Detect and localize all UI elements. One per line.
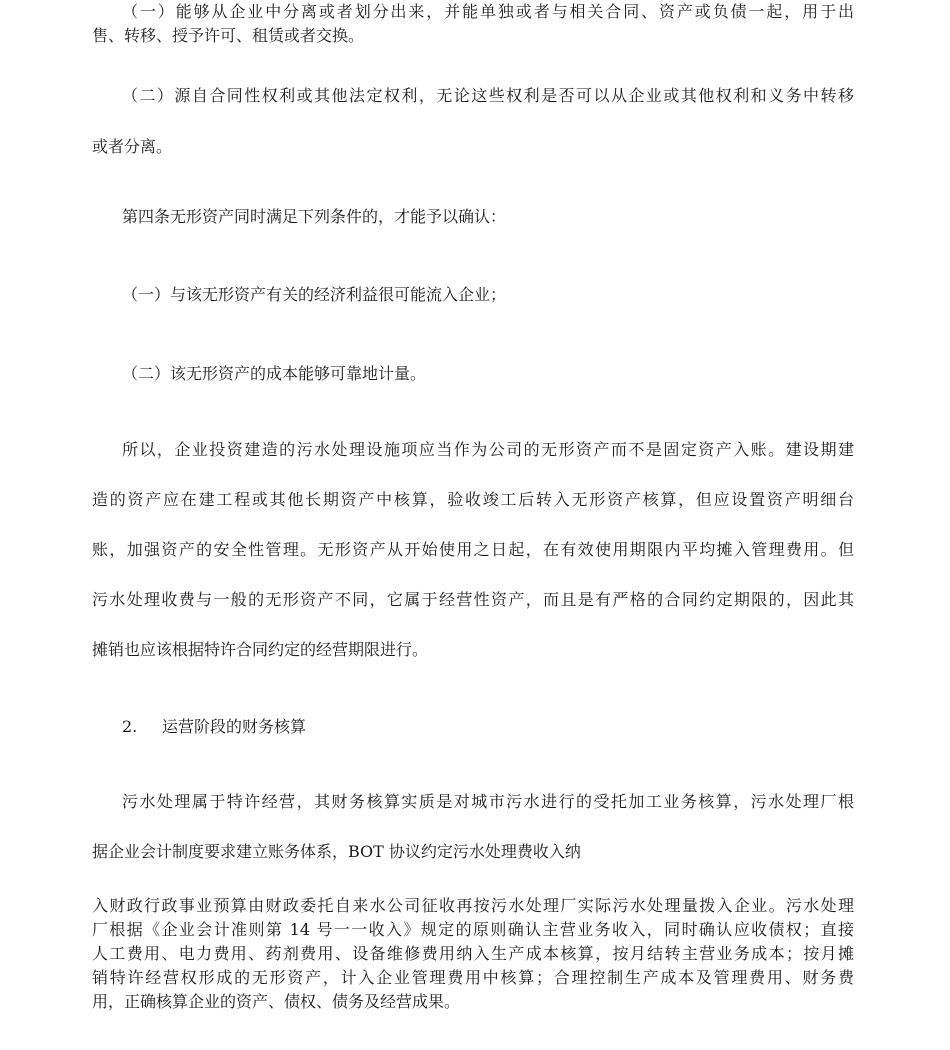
- paragraph-article-four: [92, 205, 854, 229]
- text-line: （一）能够从企业中分离或者划分出来，并能单独或者与相关合同、资产或负债一起，用于出: [122, 2, 854, 21]
- text-line: （二）该无形资产的成本能够可靠地计量。: [122, 364, 427, 383]
- text-line: 据企业会计制度要求建立账务体系，BOT 协议约定污水处理费收入纳: [92, 842, 581, 861]
- paragraph-condition-one: [92, 283, 854, 307]
- text-line: 销特许经营权形成的无形资产，计入企业管理费用中核算；合理控制生产成本及管理费用、财务费: [92, 968, 854, 987]
- text-line: 人工费用、电力费用、药剂费用、设备维修费用纳入生产成本核算，按月结转主营业务成本；按月摊: [92, 944, 854, 963]
- text-line: 摊销也应该根据特许合同约定的经营期限进行。: [92, 640, 429, 659]
- paragraph-legal-rights-condition: [92, 84, 854, 159]
- text-line: 所以，企业投资建造的污水处理设施项应当作为公司的无形资产而不是固定资产入账。建设期建: [122, 440, 854, 459]
- text-line: 或者分离。: [92, 137, 173, 156]
- paragraph-operation-accounting: [92, 790, 854, 864]
- text-line: 污水处理属于特许经营，其财务核算实质是对城市污水进行的受托加工业务核算，污水处理厂根: [122, 792, 854, 811]
- text-line: 污水处理收费与一般的无形资产不同，它属于经营性资产，而且是有严格的合同约定期限的，因此其: [92, 590, 854, 609]
- text-line: 厂根据《企业会计准则第 14 号一一收入》规定的原则确认主营业务收入，同时确认应收债权；直接: [92, 920, 854, 939]
- paragraph-condition-two: [92, 362, 854, 386]
- text-line: （一）与该无形资产有关的经济利益很可能流入企业；: [122, 285, 507, 304]
- text-line: 用，正确核算企业的资产、债权、债务及经营成果。: [92, 992, 461, 1011]
- paragraph-conclusion: [92, 438, 854, 662]
- section-heading: [92, 715, 854, 739]
- text-line: 账，加强资产的安全性管理。无形资产从开始使用之日起，在有效使用期限内平均摊入管理费用。但: [92, 540, 854, 559]
- text-line: 入财政行政事业预算由财政委托自来水公司征收再按污水处理厂实际污水处理量拨入企业。污水处理: [92, 896, 854, 915]
- heading-text: 运营阶段的财务核算: [162, 717, 307, 736]
- paragraph-separable-condition: [92, 0, 854, 48]
- text-line: 造的资产应在建工程或其他长期资产中核算，验收竣工后转入无形资产核算，但应设置资产明细台: [92, 490, 854, 509]
- paragraph-revenue-recognition: [92, 894, 854, 1014]
- text-line: 第四条无形资产同时满足下列条件的，才能予以确认：: [122, 207, 507, 226]
- text-line: （二）源自合同性权利或其他法定权利，无论这些权利是否可以从企业或其他权利和义务中转移: [122, 86, 854, 105]
- heading-number: 2.: [122, 717, 138, 736]
- text-line: 售、转移、授予许可、租赁或者交换。: [92, 26, 365, 45]
